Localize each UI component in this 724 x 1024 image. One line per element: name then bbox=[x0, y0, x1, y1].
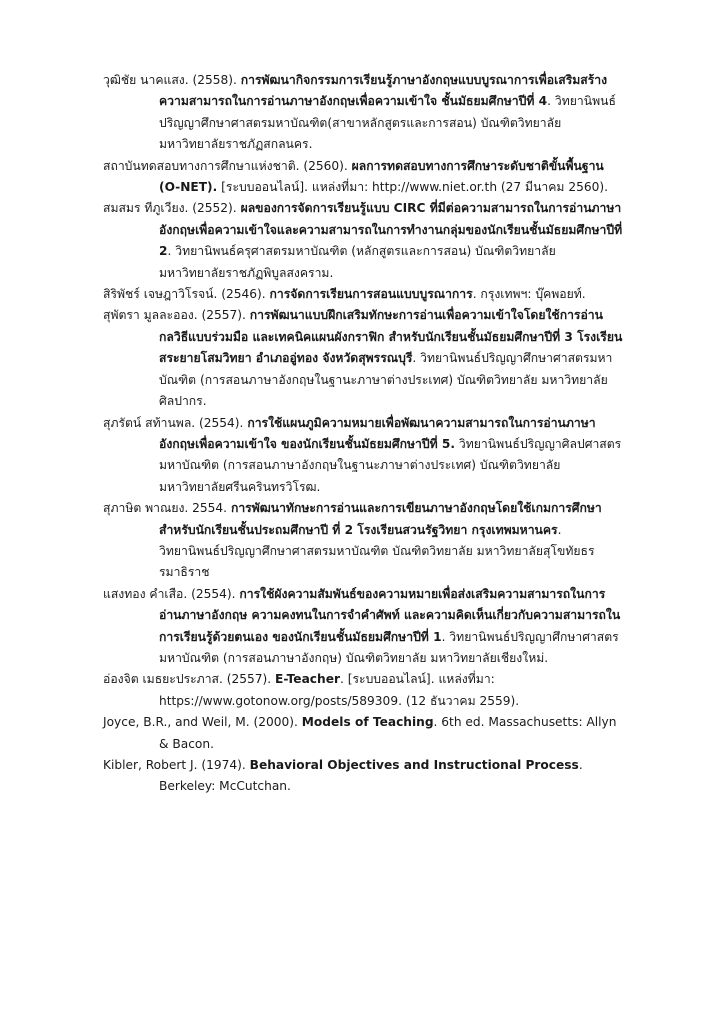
reference-publication-details: . กรุงเทพฯ: บุ๊คพอยท์. bbox=[472, 287, 586, 302]
reference-author-year: Joyce, B.R., and Weil, M. (2000). bbox=[103, 715, 302, 730]
reference-author-year: สิริพัชร์ เจษฎาวิโรจน์. (2546). bbox=[103, 287, 270, 302]
reference-title: การใช้แผนภูมิความหมายเพื่อพัฒนาความสามารถในการอ่านภาษาอังกฤษเพื่อความเข้าใจ ของนักเรียนชั้นมัธยมศึกษาปีที่ 5. bbox=[159, 415, 596, 451]
reference-entry bbox=[103, 284, 623, 305]
reference-title: ผลของการจัดการเรียนรู้แบบ CIRC ที่มีต่อความสามารถในการอ่านภาษาอังกฤษเพื่อความเข้าใจและความสามารถในการทำงานกลุ่มของนักเรียนชั้นมัธยมศึกษาปีที่ 2 bbox=[159, 201, 623, 259]
reference-publication-details: . [ระบบออนไลน์]. แหล่งที่มา: https://www.gotonow.org/posts/589309. (12 ธันวาคม 2559). bbox=[159, 672, 520, 708]
reference-title: ผลการทดสอบทางการศึกษาระดับชาติขั้นพื้นฐาน (O-NET). bbox=[159, 158, 604, 195]
reference-entry bbox=[103, 70, 623, 156]
reference-entry bbox=[103, 712, 623, 755]
reference-entry bbox=[103, 755, 623, 798]
reference-publication-details: [ระบบออนไลน์]. แหล่งที่มา: http://www.niet.or.th (27 มีนาคม 2560). bbox=[217, 180, 608, 195]
reference-title: E-Teacher bbox=[275, 672, 340, 687]
reference-publication-details: . วิทยานิพนธ์ครุศาสตรมหาบัณฑิต (หลักสูตรและการสอน) บัณฑิตวิทยาลัย มหาวิทยาลัยราชภัฏพิบูลสงคราม. bbox=[159, 244, 556, 280]
reference-title: การพัฒนากิจกรรมการเรียนรู้ภาษาอังกฤษแบบบูรณาการเพื่อเสริมสร้างความสามารถในการอ่านภาษาอังกฤษเพื่อความเข้าใจ ชั้นมัธยมศึกษาปีที่ 4 bbox=[159, 73, 608, 109]
reference-publication-details: . 6th ed. Massachusetts: Allyn & Bacon. bbox=[159, 715, 617, 751]
reference-author-year: Kibler, Robert J. (1974). bbox=[103, 758, 250, 772]
reference-entry bbox=[103, 198, 623, 284]
reference-author-year: สมสมร ทีภูเวียง. (2552). bbox=[103, 201, 241, 216]
reference-entry bbox=[103, 498, 623, 584]
reference-entry bbox=[103, 156, 623, 199]
reference-list bbox=[103, 70, 623, 798]
reference-entry bbox=[103, 305, 623, 412]
reference-title: Models of Teaching bbox=[301, 715, 434, 730]
reference-title: Behavioral Objectives and Instructional Process bbox=[249, 758, 579, 772]
reference-entry bbox=[103, 669, 623, 712]
reference-author-year: วุฒิชัย นาคแสง. (2558). bbox=[103, 73, 241, 87]
reference-title: การใช้ผังความสัมพันธ์ของความหมายเพื่อส่งเสริมความสามารถในการอ่านภาษาอังกฤษ ความคงทนในการจำคำศัพท์ และความคิดเห็นเกี่ยวกับความสามารถในการเรียนรู้ด้วยตนเอง ของนักเรียนชั้นมัธยมศึกษาปีที่ 1 bbox=[159, 586, 621, 644]
reference-author-year: สถาบันทดสอบทางการศึกษาแห่งชาติ. (2560). bbox=[103, 158, 352, 173]
reference-entry bbox=[103, 584, 623, 670]
reference-entry bbox=[103, 413, 623, 499]
reference-publication-details: . Berkeley: McCutchan. bbox=[159, 758, 583, 794]
reference-author-year: สุภรัตน์ สท้านพล. (2554). bbox=[103, 415, 248, 430]
reference-publication-details: . วิทยานิพนธ์ปริญญาศึกษาศาสตรมหาบัณฑิต (การสอนภาษาอังกฤษในฐานะภาษาต่างประเทศ) บัณฑิตวิทยาลัย มหาวิทยาลัยศิลปากร. bbox=[159, 351, 613, 409]
reference-title: การจัดการเรียนการสอนแบบบูรณาการ bbox=[269, 287, 473, 302]
reference-publication-details: . วิทยานิพนธ์ปริญญาศึกษาศาสตรมหาบัณฑิต(สาขาหลักสูตรและการสอน) บัณฑิตวิทยาลัย มหาวิทยาลัยราชภัฏสกลนคร. bbox=[159, 94, 616, 152]
reference-author-year: สุภาษิต พาณยง. 2554. bbox=[103, 501, 231, 516]
reference-publication-details: . วิทยานิพนธ์ปริญญาศึกษาศาสตรมหาบัณฑิต (การสอนภาษาอังกฤษ) บัณฑิตวิทยาลัย มหาวิทยาลัยเชียงใหม่. bbox=[159, 629, 619, 665]
reference-author-year: สุพัตรา มูลละออง. (2557). bbox=[103, 308, 250, 323]
reference-title: การพัฒนาแบบฝึกเสริมทักษะการอ่านเพื่อความเข้าใจโดยใช้การอ่านกลวิธีแบบร่วมมือ และเทคนิคแผนผังกราฟิก สำหรับนักเรียนชั้นมัธยมศึกษาปีที่ 3 โรงเรียนสระยายโสมวิทยา อำเภออู่ทอง จังหวัดสุพรรณบุรี bbox=[159, 308, 623, 366]
reference-title: การพัฒนาทักษะการอ่านและการเขียนภาษาอังกฤษโดยใช้เกมการศึกษาสำหรับนักเรียนชั้นประถมศึกษาปี ที่ 2 โรงเรียนสวนรัฐวิทยา กรุงเทพมหานคร bbox=[159, 501, 602, 537]
reference-author-year: แสงทอง คำเสือ. (2554). bbox=[103, 586, 240, 601]
reference-publication-details: . วิทยานิพนธ์ปริญญาศึกษาศาสตรมหาบัณฑิต บัณฑิตวิทยาลัย มหาวิทยาลัยสุโขทัยธรรมาธิราช bbox=[159, 522, 595, 580]
reference-publication-details: วิทยานิพนธ์ปริญญาศิลปศาสตรมหาบัณฑิต (การสอนภาษาอังกฤษในฐานะภาษาต่างประเทศ) บัณฑิตวิทยาลัย มหาวิทยาลัยศรีนครินทรวิโรฒ. bbox=[159, 436, 622, 494]
reference-author-year: อ่องจิต เมธยะประภาส. (2557). bbox=[103, 672, 276, 687]
